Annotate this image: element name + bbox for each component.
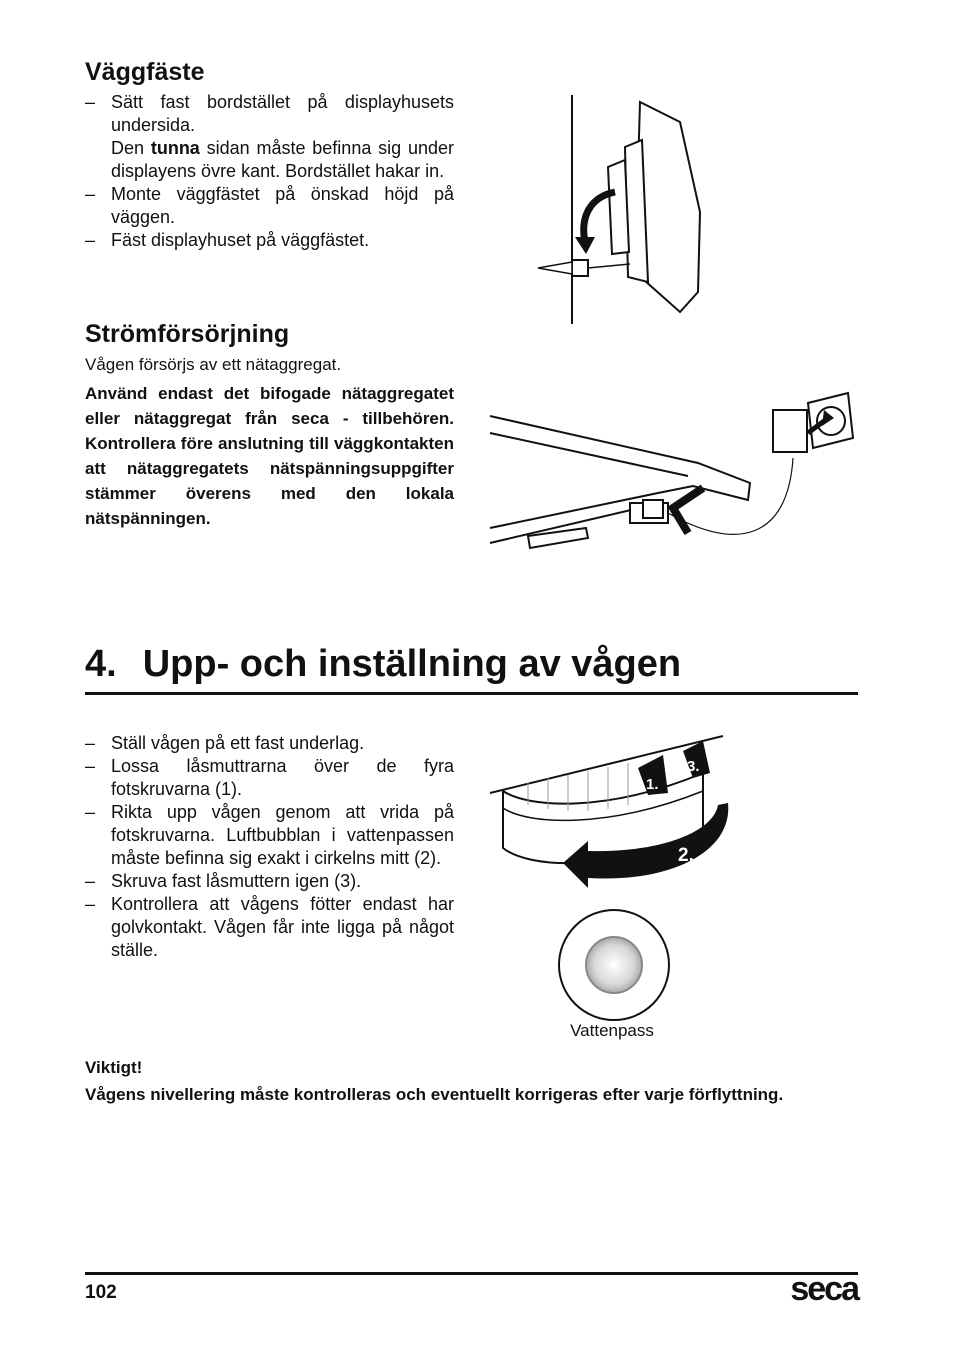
spirit-level-illustration — [556, 907, 672, 1023]
figure-label-step2: 2. — [678, 845, 694, 866]
chapter-title — [85, 643, 681, 686]
figure-caption-level: Vattenpass — [570, 1021, 654, 1040]
footer-divider — [85, 1272, 858, 1275]
list-item: – Skruva fast låsmuttern igen (3). — [85, 870, 454, 893]
wall-mount-illustration — [530, 92, 720, 327]
list-item — [85, 91, 454, 183]
list-item-text: Sätt fast bordstället på displayhusets undersida. — [111, 92, 454, 135]
list-item: – Ställ vågen på ett fast underlag. — [85, 732, 454, 755]
subtext-bold: tunna — [150, 138, 200, 158]
heading-wall-mount: Väggfäste — [85, 58, 205, 86]
power-adapter-illustration — [488, 388, 868, 563]
heading-power-supply: Strömförsörjning — [85, 320, 290, 348]
page-number: 102 — [85, 1282, 117, 1303]
figure-label-step3: 3. — [687, 758, 700, 775]
setup-steps-list — [85, 732, 454, 962]
list-item: – Monte väggfästet på önskad höjd på väggen. — [85, 183, 454, 229]
foot-screw-illustration — [488, 733, 748, 893]
power-intro: Vågen försörjs av ett nätaggregat. — [85, 355, 342, 374]
list-item: – Lossa låsmuttrarna över de fyra fotskruvarna (1). — [85, 755, 454, 801]
list-item-subtext — [111, 137, 454, 183]
wall-mount-list — [85, 91, 454, 252]
power-warning: Använd endast det bifogade nätaggregatet eller nätaggregat från seca - tillbehören. Kontrollera före anslutning till väggkontakten att nätaggregatets nätspänningsuppgifter stämmer överens med den lokala nätspänningen. — [85, 384, 454, 528]
important-text: Vågens nivellering måste kontrolleras och eventuellt korrigeras efter varje förflyttning. — [85, 1085, 784, 1104]
subtext-post: sidan måste befinna sig under displayens övre kant. Bordstället hakar in. — [111, 138, 454, 181]
important-title: Viktigt! — [85, 1058, 143, 1077]
list-item: – Rikta upp vågen genom att vrida på fotskruvarna. Luftbubblan i vattenpassen måste befinna sig exakt i cirkelns mitt (2). — [85, 801, 454, 870]
chapter-divider — [85, 692, 858, 695]
chapter-title-text: Upp- och inställning av vågen — [142, 643, 682, 685]
list-item: – Kontrollera att vågens fötter endast har golvkontakt. Vågen får inte ligga på något ställe. — [85, 893, 454, 962]
brand-logo: seca — [790, 1270, 858, 1308]
figure-label-step1: 1. — [646, 776, 659, 793]
chapter-number: 4. — [85, 643, 117, 685]
list-item: – Fäst displayhuset på väggfästet. — [85, 229, 454, 252]
subtext-pre: Den — [111, 138, 151, 158]
